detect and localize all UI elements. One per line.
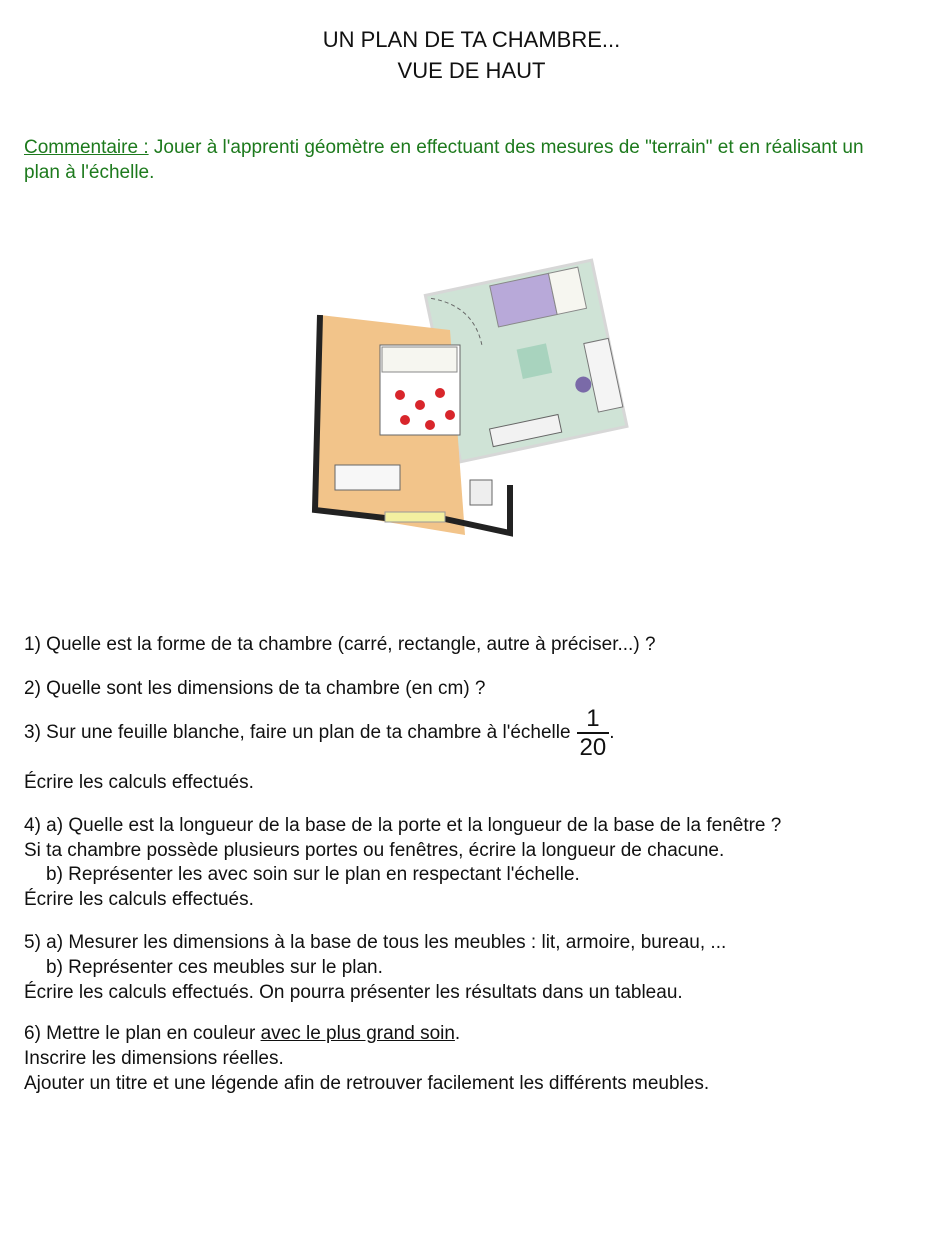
question-6b: Inscrire les dimensions réelles. (24, 1048, 284, 1069)
comment-paragraph (24, 135, 904, 185)
question-6-period: . (454, 1023, 461, 1044)
comment-text: Jouer à l'apprenti géomètre en effectuant des mesures de "terrain" et en réalisant un plan à l'échelle. (24, 137, 864, 183)
question-5a: 5) a) Mesurer les dimensions à la base de tous les meubles : lit, armoire, bureau, ... (24, 932, 727, 953)
question-4a: 4) a) Quelle est la longueur de la base de la porte et la longueur de la base de la fenêtre ? (24, 815, 782, 836)
small-chair (470, 480, 492, 505)
scale-fraction (577, 705, 610, 761)
question-1: 1) Quelle est la forme de ta chambre (carré, rectangle, autre à préciser...) ? (24, 634, 656, 655)
question-6-underlined: avec le plus grand soin (260, 1023, 455, 1044)
question-6c: Ajouter un titre et une légende afin de retrouver facilement les différents meubles. (24, 1073, 710, 1094)
question-5b: b) Représenter ces meubles sur le plan. (46, 957, 383, 978)
question-3-calc: Écrire les calculs effectués. (24, 772, 254, 793)
question-3-period: . (609, 722, 615, 744)
question-2: 2) Quelle sont les dimensions de ta chambre (en cm) ? (24, 678, 486, 699)
question-5-calc: Écrire les calculs effectués. On pourra présenter les résultats dans un tableau. (24, 982, 683, 1003)
comment-label: Commentaire : (24, 137, 149, 158)
scale-numerator: 1 (577, 705, 610, 734)
bedroom-floor-plan-illustration (300, 235, 650, 545)
question-3 (24, 705, 924, 761)
scale-denominator: 20 (579, 734, 607, 761)
wardrobe (335, 465, 400, 490)
question-6-text: 6) Mettre le plan en couleur (24, 1023, 261, 1044)
window (385, 512, 445, 522)
page-subtitle: VUE DE HAUT (397, 58, 546, 83)
rug (517, 343, 553, 379)
question-6a (24, 1021, 924, 1046)
question-4b: b) Représenter les avec soin sur le plan en respectant l'échelle. (46, 864, 580, 885)
question-4a-detail: Si ta chambre possède plusieurs portes ou fenêtres, écrire la longueur de chacune. (24, 840, 725, 861)
page-title: UN PLAN DE TA CHAMBRE... (322, 27, 621, 52)
question-4-calc: Écrire les calculs effectués. (24, 889, 254, 910)
question-3-text: 3) Sur une feuille blanche, faire un plan de ta chambre à l'échelle (24, 722, 571, 744)
